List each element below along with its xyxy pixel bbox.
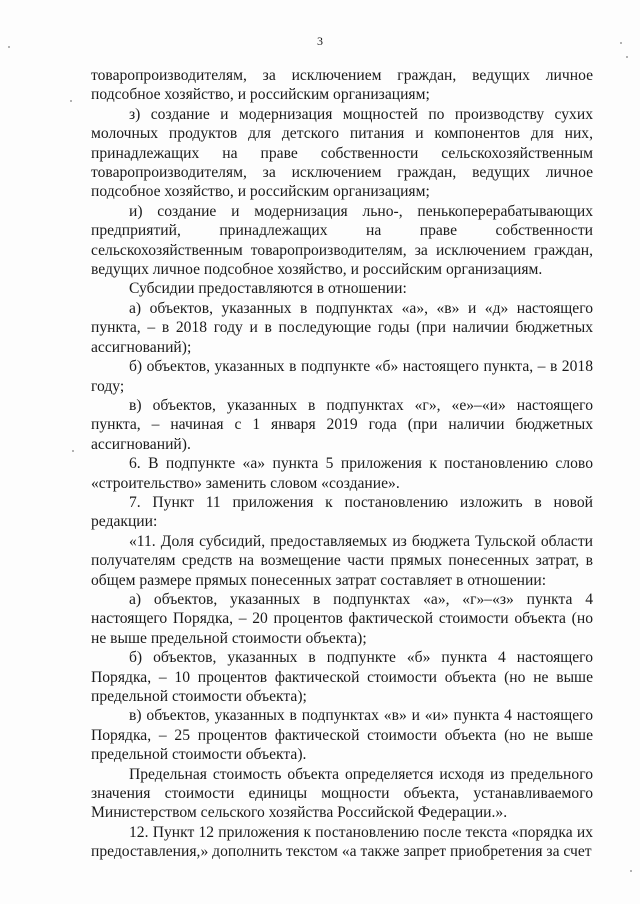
scan-speck <box>626 56 628 58</box>
paragraph: Предельная стоимость объекта определяется исходя из предельного значения стоимости единицы мощности объекта, устанавливаемого Министерством сельского хозяйства Российской Федерации.». <box>91 765 593 822</box>
scan-speck <box>620 42 622 44</box>
paragraph: в) объектов, указанных в подпунктах «г», «е»–«и» настоящего пункта, – начиная с 1 января 2019 года (при наличии бюджетных ассигнований). <box>91 396 593 453</box>
paragraph: Субсидии предоставляются в отношении: <box>129 280 407 298</box>
paragraph: 12. Пункт 12 приложения к постановлению после текста «порядка их предоставления,» дополнить текстом «а также запрет приобретения за счет <box>91 823 593 861</box>
scan-speck <box>70 100 72 102</box>
scan-speck <box>630 870 632 872</box>
paragraph: и) создание и модернизация льно-, пенькоперерабатывающих предприятий, принадлежащих на праве собственности сельскохозяйственным товаропроизводителям, за исключением граждан, ведущих личное подсобное хозяйство, и российским организациям. <box>91 202 593 279</box>
paragraph: товаропроизводителям, за исключением граждан, ведущих личное подсобное хозяйство, и российским организациям; <box>91 67 593 104</box>
paragraph: в) объектов, указанных в подпунктах «в» и «и» пункта 4 настоящего Порядка, – 25 процентов фактической стоимости объекта (но не выше предельной стоимости объекта). <box>91 707 593 764</box>
paragraph: а) объектов, указанных в подпунктах «а», «г»–«з» пункта 4 настоящего Порядка, – 20 процентов фактической стоимости объекта (но не выше предельной стоимости объекта); <box>91 590 593 647</box>
paragraph: б) объектов, указанных в подпункте «б» настоящего пункта, – в 2018 году; <box>91 358 593 395</box>
page-number: 3 <box>317 34 323 48</box>
paragraph: б) объектов, указанных в подпункте «б» пункта 4 настоящего Порядка, – 10 процентов фактической стоимости объекта (но не выше предельной стоимости объекта); <box>91 649 593 705</box>
paragraph: 6. В подпункте «а» пункта 5 приложения к постановлению слово «строительство» заменить словом «создание». <box>91 455 593 492</box>
document-body <box>91 66 593 862</box>
scan-speck <box>8 46 10 48</box>
paragraph: 7. Пункт 11 приложения к постановлению изложить в новой редакции: <box>91 493 593 531</box>
paragraph: з) создание и модернизация мощностей по производству сухих молочных продуктов для детского питания и компонентов для них, принадлежащих на праве собственности сельскохозяйственным товаропроизводителям, за исключением граждан, ведущих личное подсобное хозяйство, и российским организациям; <box>91 105 593 201</box>
scan-speck <box>72 450 74 452</box>
paragraph: а) объектов, указанных в подпунктах «а», «в» и «д» настоящего пункта, – в 2018 году и в последующие годы (при наличии бюджетных ассигнований); <box>91 299 593 356</box>
paragraph: «11. Доля субсидий, предоставляемых из бюджета Тульской области получателям средств на возмещение части прямых понесенных затрат, в общем размере прямых понесенных затрат составляет в отношении: <box>91 532 593 589</box>
